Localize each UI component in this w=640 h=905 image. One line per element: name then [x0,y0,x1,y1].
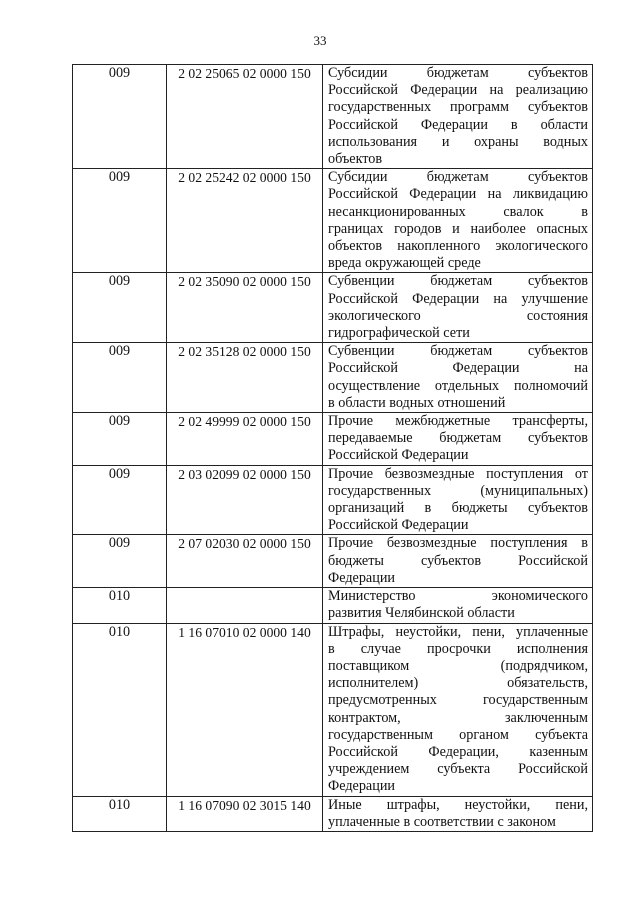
revenue-name-line: Федерации [328,569,396,586]
admin-code-cell: 010 [73,588,167,623]
revenue-name-line: исполнителем) обязательств, [328,675,588,692]
admin-code-cell: 009 [73,273,167,343]
revenue-name-line: экологического состояния [328,307,588,324]
revenue-name-line: Российской Федерации в области [328,116,588,133]
revenue-name-cell [323,796,593,831]
revenue-name-line: государственных программ субъектов [328,99,588,116]
revenue-name-line: объектов [328,151,383,168]
table-row [73,343,593,413]
revenue-name-cell [323,465,593,535]
revenue-code-cell: 2 02 35090 02 0000 150 [167,273,323,343]
revenue-name-cell [323,343,593,413]
admin-code-cell: 009 [73,535,167,588]
revenue-name-line: уплаченные в соответствии с законом [328,813,556,830]
table-row [73,169,593,273]
revenue-name-line: Министерство экономического [328,588,588,605]
table-row [73,465,593,535]
revenue-name-line: Субвенции бюджетам субъектов [328,273,588,290]
revenue-name-line: Российской Федерации, казенным [328,743,588,760]
revenue-name-line: в случае просрочки исполнения [328,640,588,657]
revenue-name-line: Российской Федерации [328,517,469,534]
table-row [73,65,593,169]
revenue-code-cell: 2 02 49999 02 0000 150 [167,413,323,466]
table-row [73,413,593,466]
revenue-name-line: Российской Федерации на [328,360,588,377]
revenue-code-cell: 2 02 35128 02 0000 150 [167,343,323,413]
revenue-code-cell: 2 02 25242 02 0000 150 [167,169,323,273]
revenue-name-line: Субвенции бюджетам субъектов [328,343,588,360]
page-number: 33 [313,33,327,48]
revenue-name-line: Российской Федерации [328,447,469,464]
table-row [73,273,593,343]
admin-code-cell: 009 [73,169,167,273]
revenue-name-line: развития Челябинской области [328,605,515,622]
admin-code-cell: 010 [73,796,167,831]
admin-code-cell: 009 [73,65,167,169]
revenue-name-line: передаваемые бюджетам субъектов [328,430,588,447]
admin-code-cell: 009 [73,465,167,535]
revenue-name-line: Субсидии бюджетам субъектов [328,169,588,186]
revenue-name-cell [323,623,593,796]
revenue-name-line: Российской Федерации на улучшение [328,290,588,307]
revenue-name-line: вреда окружающей среде [328,255,481,272]
revenue-name-cell [323,169,593,273]
revenue-name-line: бюджеты субъектов Российской [328,552,588,569]
budget-classification-table [72,64,593,832]
revenue-name-cell [323,413,593,466]
revenue-name-cell [323,535,593,588]
table-row [73,535,593,588]
revenue-name-line: поставщиком (подрядчиком, [328,657,588,674]
revenue-name-line: Штрафы, неустойки, пени, уплаченные [328,623,588,640]
revenue-name-line: предусмотренных государственным [328,692,588,709]
revenue-name-cell [323,588,593,623]
revenue-name-line: Прочие межбюджетные трансферты, [328,413,588,430]
revenue-name-line: использования и охраны водных [328,133,588,150]
revenue-name-cell [323,65,593,169]
revenue-code-cell: 1 16 07010 02 0000 140 [167,623,323,796]
revenue-code-cell [167,588,323,623]
revenue-name-line: организаций в бюджеты субъектов [328,500,588,517]
table-row [73,588,593,623]
table-row [73,796,593,831]
table-row [73,623,593,796]
admin-code-cell: 009 [73,343,167,413]
revenue-name-line: осуществление отдельных полномочий [328,377,588,394]
revenue-name-line: Прочие безвозмездные поступления от [328,465,588,482]
revenue-name-line: Российской Федерации на ликвидацию [328,186,588,203]
revenue-name-line: государственных (муниципальных) [328,482,588,499]
revenue-code-cell: 2 02 25065 02 0000 150 [167,65,323,169]
revenue-name-line: объектов накопленного экологического [328,238,588,255]
revenue-name-line: Иные штрафы, неустойки, пени, [328,796,588,813]
revenue-name-line: несанкционированных свалок в [328,203,588,220]
revenue-name-line: Субсидии бюджетам субъектов [328,65,588,81]
revenue-name-line: учреждением субъекта Российской [328,761,588,778]
revenue-name-cell [323,273,593,343]
revenue-name-line: в области водных отношений [328,394,506,411]
revenue-code-cell: 2 03 02099 02 0000 150 [167,465,323,535]
revenue-name-line: границах городов и наиболее опасных [328,220,588,237]
revenue-code-cell: 1 16 07090 02 3015 140 [167,796,323,831]
revenue-name-line: гидрографической сети [328,325,470,342]
revenue-name-line: государственным органом субъекта [328,726,588,743]
admin-code-cell: 009 [73,413,167,466]
admin-code-cell: 010 [73,623,167,796]
revenue-name-line: Российской Федерации на реализацию [328,82,588,99]
revenue-name-line: Федерации [328,778,396,795]
revenue-name-line: Прочие безвозмездные поступления в [328,535,588,552]
revenue-code-cell: 2 07 02030 02 0000 150 [167,535,323,588]
table-body [73,65,593,832]
revenue-name-line: контрактом, заключенным [328,709,588,726]
